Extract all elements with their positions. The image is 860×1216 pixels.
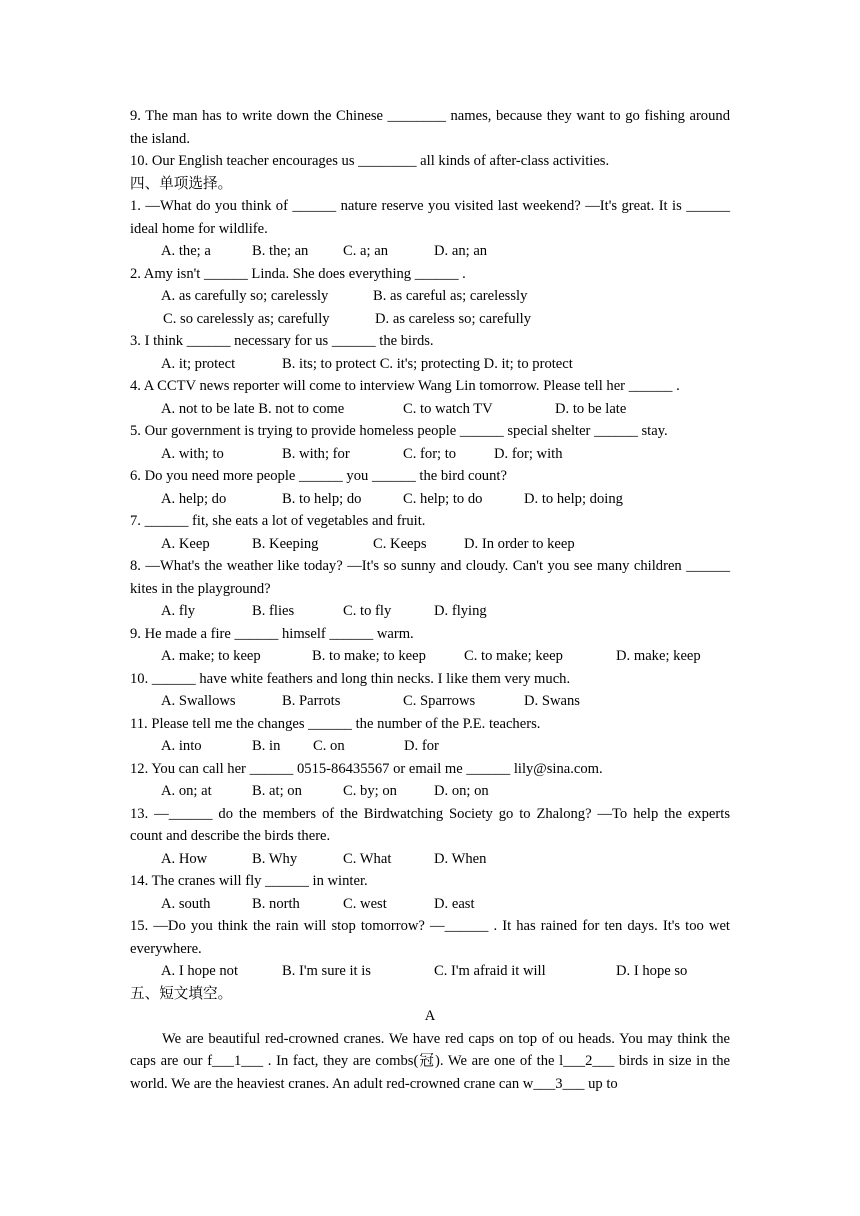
option-b: B. with; for — [282, 445, 350, 462]
options-row — [130, 533, 730, 556]
options-row — [130, 735, 730, 758]
option-b: B. Parrots — [282, 693, 341, 709]
option-b: B. to help; do — [282, 490, 362, 507]
option-c: C. for; to — [403, 445, 457, 462]
options-row — [130, 893, 730, 916]
options-row — [130, 960, 730, 983]
options-row — [130, 240, 730, 263]
options-row — [130, 353, 730, 376]
option-a: A. the; a — [161, 243, 211, 259]
option-c: C. help; to do — [403, 490, 483, 507]
question-11: 11. Please tell me the changes ______ the number of the P.E. teachers. — [130, 715, 541, 732]
option-d: D. to help; doing — [524, 490, 623, 507]
question-14: 14. The cranes will fly ______ in winter. — [130, 873, 368, 889]
option-a: A. south — [161, 895, 211, 912]
option-b: B. in — [252, 738, 281, 754]
option-b: B. as careful as; carelessly — [373, 288, 528, 304]
option-a: A. Swallows — [161, 693, 236, 709]
option-c: C. so carelessly as; carefully — [163, 310, 330, 327]
option-b: B. to make; to keep — [312, 648, 426, 664]
option-c: C. to make; keep — [464, 648, 563, 664]
options-row — [130, 780, 730, 803]
option-d: D. an; an — [434, 243, 488, 259]
option-d: D. When — [434, 850, 487, 867]
question-5: 5. Our government is trying to provide homeless people ______ special shelter ______ stay. — [130, 423, 668, 439]
question-15: 15. —Do you think the rain will stop tomorrow? —______ . It has rained for ten days. It's too wet everywhere. — [130, 918, 730, 957]
passage-text: We are beautiful red-crowned cranes. We have red caps on top of ou heads. You may think the caps are our f___1___ . In fact, they are combs(冠). We are one of the l___2___ birds in size in the world. We are the heaviest cranes. An adult red-crowned crane can w___3___ up to — [130, 1030, 730, 1092]
option-c: C. by; on — [343, 783, 397, 799]
option-b: B. north — [252, 895, 300, 912]
vocab-item-9: 9. The man has to write down the Chinese ________ names, because they want to go fishing around the island. — [130, 108, 730, 147]
option-d: D. Swans — [524, 693, 580, 709]
question-10: 10. ______ have white feathers and long thin necks. I like them very much. — [130, 670, 571, 687]
option-a: A. it; protect — [161, 355, 236, 372]
passage-label: A — [424, 1008, 436, 1024]
question-8: 8. —What's the weather like today? —It's so sunny and cloudy. Can't you see many children ______ kites in the playground? — [130, 558, 730, 597]
options-row — [130, 488, 730, 511]
option-c: C. on — [313, 738, 345, 754]
options-row — [130, 645, 730, 668]
option-a: A. I hope not — [161, 963, 239, 979]
question-12: 12. You can call her ______ 0515-86435567 or email me ______ lily@sina.com. — [130, 760, 603, 777]
option-a: A. on; at — [161, 783, 212, 799]
option-bcd: B. its; to protect C. it's; protecting D. it; to protect — [282, 355, 573, 372]
options-row — [130, 308, 730, 331]
option-a: A. with; to — [161, 445, 224, 462]
option-c: C. What — [343, 850, 392, 867]
option-a: A. How — [161, 850, 208, 867]
question-3: 3. I think ______ necessary for us ______ the birds. — [130, 333, 434, 349]
option-b: B. the; an — [252, 243, 309, 259]
option-a: A. into — [161, 738, 202, 754]
option-d: D. for; with — [494, 445, 563, 462]
option-c: C. I'm afraid it will — [434, 963, 546, 979]
option-c: C. west — [343, 895, 387, 912]
options-row — [130, 285, 730, 308]
question-13: 13. —______ do the members of the Birdwatching Society go to Zhalong? —To help the experts count and describe the birds there. — [130, 805, 730, 844]
option-c: C. Sparrows — [403, 693, 476, 709]
option-b: B. Why — [252, 850, 298, 867]
question-9: 9. He made a fire ______ himself ______ warm. — [130, 625, 414, 642]
option-c: C. to watch TV — [403, 400, 493, 417]
option-d: D. to be late — [555, 400, 627, 417]
option-c: C. to fly — [343, 603, 392, 619]
section-title: 五、短文填空。 — [130, 985, 233, 1002]
question-1: 1. —What do you think of ______ nature reserve you visited last weekend? —It's great. It is ______ ideal home for wildlife. — [130, 198, 730, 237]
option-c: C. a; an — [343, 243, 388, 259]
option-b: B. flies — [252, 603, 295, 619]
options-row — [130, 398, 730, 421]
option-d: D. for — [404, 738, 439, 754]
question-4: 4. A CCTV news reporter will come to interview Wang Lin tomorrow. Please tell her ______ . — [130, 378, 680, 394]
option-c: C. Keeps — [373, 535, 427, 552]
question-6: 6. Do you need more people ______ you ______ the bird count? — [130, 468, 507, 484]
option-d: D. make; keep — [616, 648, 701, 664]
options-row — [130, 443, 730, 466]
option-ab: A. not to be late B. not to come — [161, 400, 345, 417]
options-row — [130, 848, 730, 871]
vocab-item-10: 10. Our English teacher encourages us ________ all kinds of after-class activities. — [130, 153, 610, 169]
option-a: A. make; to keep — [161, 648, 261, 664]
option-a: A. help; do — [161, 490, 227, 507]
option-d: D. In order to keep — [464, 535, 575, 552]
option-b: B. Keeping — [252, 535, 319, 552]
question-7: 7. ______ fit, she eats a lot of vegetables and fruit. — [130, 513, 426, 529]
option-d: D. as careless so; carefully — [375, 310, 532, 327]
options-row — [130, 600, 730, 623]
option-a: A. fly — [161, 603, 196, 619]
section-title: 四、单项选择。 — [130, 175, 233, 192]
option-b: B. at; on — [252, 783, 302, 799]
option-d: D. flying — [434, 603, 487, 619]
options-row — [130, 690, 730, 713]
option-b: B. I'm sure it is — [282, 963, 371, 979]
document-content — [130, 105, 730, 1095]
option-a: A. as carefully so; carelessly — [161, 288, 329, 304]
option-d: D. I hope so — [616, 963, 688, 979]
option-d: D. on; on — [434, 783, 489, 799]
question-2: 2. Amy isn't ______ Linda. She does everything ______ . — [130, 265, 466, 282]
option-a: A. Keep — [161, 535, 210, 552]
option-d: D. east — [434, 895, 475, 912]
